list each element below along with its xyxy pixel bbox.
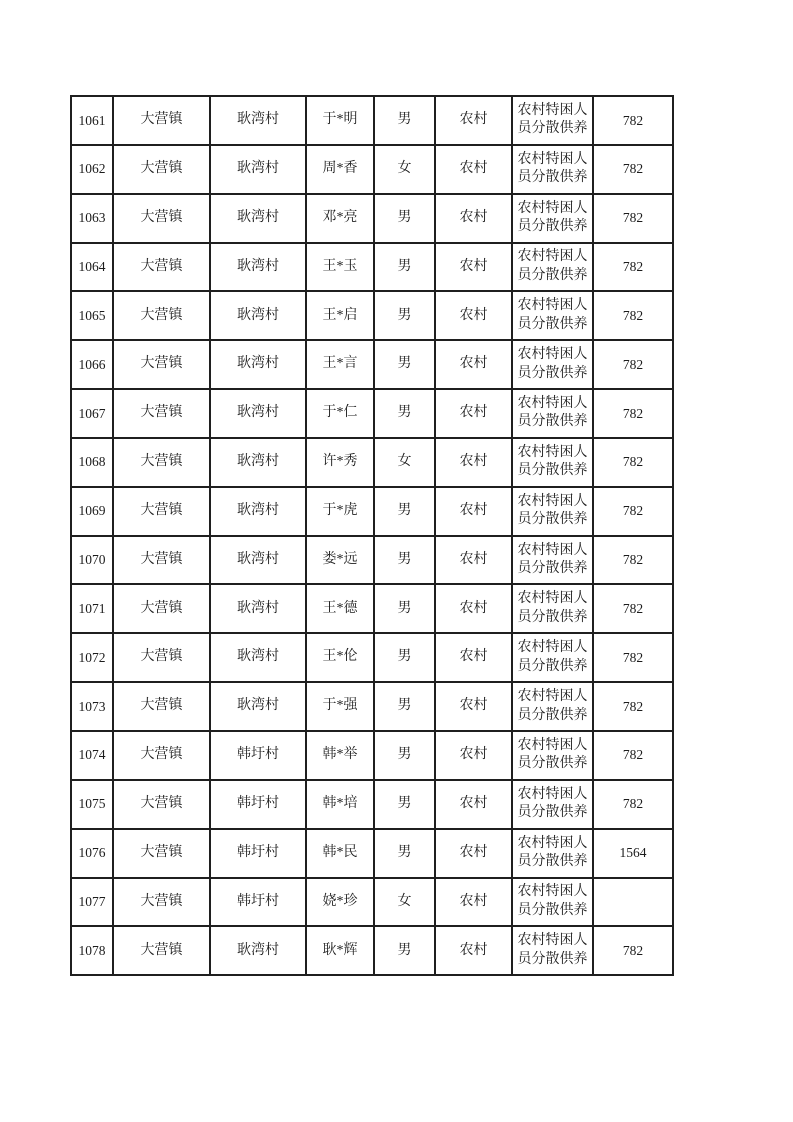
- table-row: [71, 340, 673, 389]
- cell-gender: 女: [374, 878, 435, 927]
- cell-masked-name: 于*仁: [306, 389, 374, 438]
- cell-town: 大营镇: [113, 291, 210, 340]
- cell-serial: 1067: [71, 389, 113, 438]
- cell-amount: 782: [593, 731, 673, 780]
- table-row: [71, 926, 673, 975]
- table-row: [71, 389, 673, 438]
- cell-amount: 782: [593, 682, 673, 731]
- cell-serial: 1075: [71, 780, 113, 829]
- cell-masked-name: 王*启: [306, 291, 374, 340]
- cell-amount: 782: [593, 926, 673, 975]
- cell-amount: 782: [593, 194, 673, 243]
- cell-village: 耿湾村: [210, 389, 306, 438]
- cell-village: 韩圩村: [210, 829, 306, 878]
- cell-masked-name: 许*秀: [306, 438, 374, 487]
- cell-area-type: 农村: [435, 926, 512, 975]
- cell-amount: 782: [593, 487, 673, 536]
- cell-town: 大营镇: [113, 829, 210, 878]
- cell-town: 大营镇: [113, 194, 210, 243]
- table-row: [71, 96, 673, 145]
- cell-support-category: 农村特困人员分散供养: [512, 291, 593, 340]
- table-row: [71, 682, 673, 731]
- cell-gender: 男: [374, 780, 435, 829]
- table-row: [71, 438, 673, 487]
- cell-area-type: 农村: [435, 243, 512, 292]
- cell-masked-name: 邓*亮: [306, 194, 374, 243]
- cell-village: 耿湾村: [210, 633, 306, 682]
- cell-area-type: 农村: [435, 291, 512, 340]
- cell-area-type: 农村: [435, 536, 512, 585]
- cell-support-category: 农村特困人员分散供养: [512, 96, 593, 145]
- cell-amount: 782: [593, 780, 673, 829]
- cell-amount: 1564: [593, 829, 673, 878]
- cell-gender: 男: [374, 584, 435, 633]
- cell-support-category: 农村特困人员分散供养: [512, 536, 593, 585]
- table-row: [71, 829, 673, 878]
- cell-masked-name: 于*虎: [306, 487, 374, 536]
- cell-amount: 782: [593, 340, 673, 389]
- cell-gender: 男: [374, 389, 435, 438]
- cell-serial: 1064: [71, 243, 113, 292]
- cell-village: 耿湾村: [210, 145, 306, 194]
- cell-masked-name: 娆*珍: [306, 878, 374, 927]
- cell-serial: 1063: [71, 194, 113, 243]
- cell-gender: 女: [374, 145, 435, 194]
- table-row: [71, 194, 673, 243]
- cell-gender: 女: [374, 438, 435, 487]
- cell-village: 耿湾村: [210, 584, 306, 633]
- table-row: [71, 243, 673, 292]
- table-row: [71, 536, 673, 585]
- cell-village: 韩圩村: [210, 731, 306, 780]
- cell-support-category: 农村特困人员分散供养: [512, 633, 593, 682]
- cell-town: 大营镇: [113, 145, 210, 194]
- cell-gender: 男: [374, 926, 435, 975]
- cell-serial: 1069: [71, 487, 113, 536]
- cell-serial: 1062: [71, 145, 113, 194]
- cell-serial: 1068: [71, 438, 113, 487]
- cell-gender: 男: [374, 731, 435, 780]
- cell-support-category: 农村特困人员分散供养: [512, 487, 593, 536]
- table-row: [71, 487, 673, 536]
- cell-support-category: 农村特困人员分散供养: [512, 194, 593, 243]
- cell-serial: 1076: [71, 829, 113, 878]
- cell-masked-name: 于*明: [306, 96, 374, 145]
- cell-town: 大营镇: [113, 438, 210, 487]
- cell-area-type: 农村: [435, 96, 512, 145]
- cell-town: 大营镇: [113, 340, 210, 389]
- cell-area-type: 农村: [435, 878, 512, 927]
- cell-support-category: 农村特困人员分散供养: [512, 878, 593, 927]
- cell-masked-name: 王*德: [306, 584, 374, 633]
- cell-town: 大营镇: [113, 878, 210, 927]
- cell-village: 耿湾村: [210, 243, 306, 292]
- cell-support-category: 农村特困人员分散供养: [512, 145, 593, 194]
- cell-gender: 男: [374, 194, 435, 243]
- cell-serial: 1074: [71, 731, 113, 780]
- cell-gender: 男: [374, 829, 435, 878]
- cell-support-category: 农村特困人员分散供养: [512, 731, 593, 780]
- cell-gender: 男: [374, 340, 435, 389]
- cell-area-type: 农村: [435, 829, 512, 878]
- cell-town: 大营镇: [113, 584, 210, 633]
- cell-masked-name: 王*伦: [306, 633, 374, 682]
- cell-amount: 782: [593, 584, 673, 633]
- cell-area-type: 农村: [435, 389, 512, 438]
- cell-area-type: 农村: [435, 584, 512, 633]
- cell-support-category: 农村特困人员分散供养: [512, 243, 593, 292]
- cell-masked-name: 韩*举: [306, 731, 374, 780]
- cell-serial: 1070: [71, 536, 113, 585]
- cell-village: 耿湾村: [210, 536, 306, 585]
- table-row: [71, 291, 673, 340]
- cell-town: 大营镇: [113, 926, 210, 975]
- cell-gender: 男: [374, 291, 435, 340]
- cell-area-type: 农村: [435, 340, 512, 389]
- cell-amount: 782: [593, 145, 673, 194]
- cell-support-category: 农村特困人员分散供养: [512, 926, 593, 975]
- cell-serial: 1073: [71, 682, 113, 731]
- table-row: [71, 780, 673, 829]
- cell-town: 大营镇: [113, 536, 210, 585]
- table-row: [71, 633, 673, 682]
- cell-area-type: 农村: [435, 145, 512, 194]
- cell-town: 大营镇: [113, 682, 210, 731]
- cell-town: 大营镇: [113, 780, 210, 829]
- cell-serial: 1066: [71, 340, 113, 389]
- cell-gender: 男: [374, 536, 435, 585]
- cell-gender: 男: [374, 487, 435, 536]
- cell-amount: 782: [593, 96, 673, 145]
- cell-support-category: 农村特困人员分散供养: [512, 682, 593, 731]
- cell-amount: 782: [593, 291, 673, 340]
- cell-amount: 782: [593, 389, 673, 438]
- cell-village: 耿湾村: [210, 96, 306, 145]
- cell-village: 韩圩村: [210, 878, 306, 927]
- cell-masked-name: 耿*辉: [306, 926, 374, 975]
- cell-town: 大营镇: [113, 731, 210, 780]
- cell-support-category: 农村特困人员分散供养: [512, 438, 593, 487]
- cell-serial: 1078: [71, 926, 113, 975]
- cell-town: 大营镇: [113, 243, 210, 292]
- table-body: [71, 96, 673, 975]
- cell-serial: 1071: [71, 584, 113, 633]
- cell-gender: 男: [374, 243, 435, 292]
- cell-amount: 782: [593, 536, 673, 585]
- cell-town: 大营镇: [113, 487, 210, 536]
- cell-area-type: 农村: [435, 633, 512, 682]
- cell-serial: 1065: [71, 291, 113, 340]
- table-row: [71, 584, 673, 633]
- cell-masked-name: 王*玉: [306, 243, 374, 292]
- cell-support-category: 农村特困人员分散供养: [512, 829, 593, 878]
- cell-village: 耿湾村: [210, 194, 306, 243]
- cell-village: 耿湾村: [210, 340, 306, 389]
- cell-town: 大营镇: [113, 96, 210, 145]
- cell-area-type: 农村: [435, 487, 512, 536]
- cell-gender: 男: [374, 96, 435, 145]
- cell-support-category: 农村特困人员分散供养: [512, 780, 593, 829]
- cell-support-category: 农村特困人员分散供养: [512, 340, 593, 389]
- cell-area-type: 农村: [435, 438, 512, 487]
- cell-town: 大营镇: [113, 633, 210, 682]
- cell-village: 耿湾村: [210, 291, 306, 340]
- cell-masked-name: 周*香: [306, 145, 374, 194]
- cell-village: 韩圩村: [210, 780, 306, 829]
- cell-masked-name: 韩*民: [306, 829, 374, 878]
- welfare-roster-table: [70, 95, 674, 976]
- cell-village: 耿湾村: [210, 438, 306, 487]
- cell-amount: 782: [593, 438, 673, 487]
- cell-area-type: 农村: [435, 194, 512, 243]
- cell-masked-name: 娄*远: [306, 536, 374, 585]
- cell-gender: 男: [374, 682, 435, 731]
- cell-village: 耿湾村: [210, 487, 306, 536]
- cell-town: 大营镇: [113, 389, 210, 438]
- cell-masked-name: 于*强: [306, 682, 374, 731]
- cell-masked-name: 王*言: [306, 340, 374, 389]
- cell-masked-name: 韩*培: [306, 780, 374, 829]
- cell-support-category: 农村特困人员分散供养: [512, 584, 593, 633]
- cell-amount: 782: [593, 243, 673, 292]
- cell-serial: 1072: [71, 633, 113, 682]
- cell-amount: [593, 878, 673, 927]
- table-row: [71, 878, 673, 927]
- cell-area-type: 农村: [435, 682, 512, 731]
- cell-serial: 1077: [71, 878, 113, 927]
- cell-area-type: 农村: [435, 780, 512, 829]
- cell-village: 耿湾村: [210, 682, 306, 731]
- cell-area-type: 农村: [435, 731, 512, 780]
- table-row: [71, 731, 673, 780]
- cell-village: 耿湾村: [210, 926, 306, 975]
- cell-amount: 782: [593, 633, 673, 682]
- cell-serial: 1061: [71, 96, 113, 145]
- table-row: [71, 145, 673, 194]
- cell-gender: 男: [374, 633, 435, 682]
- cell-support-category: 农村特困人员分散供养: [512, 389, 593, 438]
